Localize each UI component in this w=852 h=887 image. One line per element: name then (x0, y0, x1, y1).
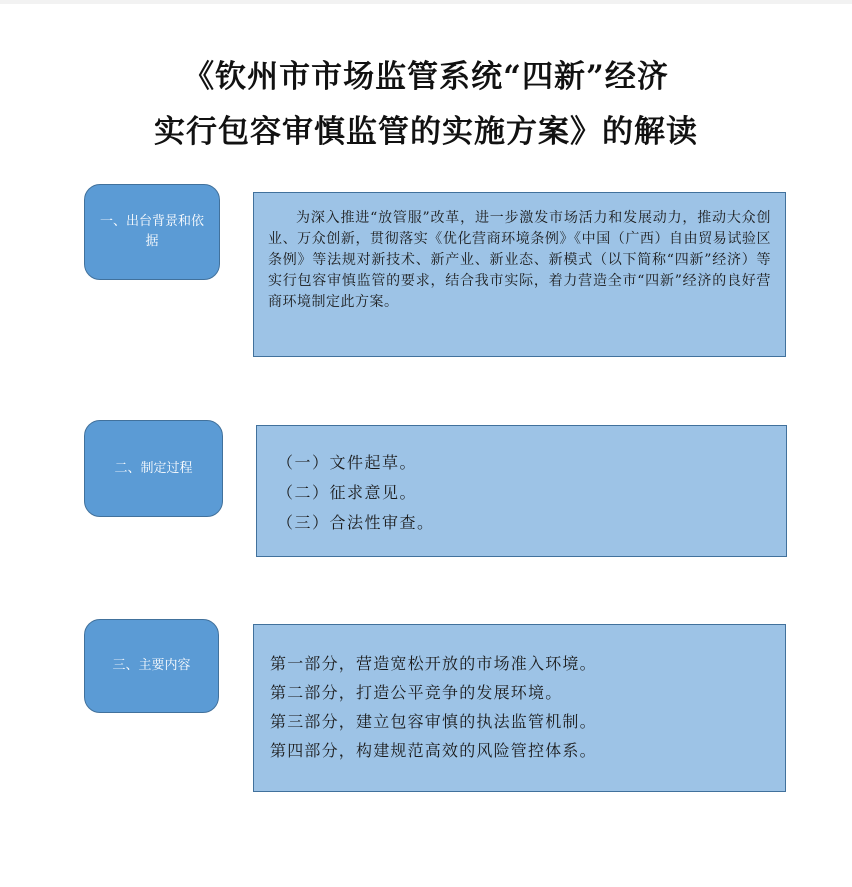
section-1-label-text: 一、出台背景和依据 (99, 214, 204, 249)
section-3-item-4: 第四部分，构建规范高效的风险管控体系。 (270, 741, 597, 760)
section-2-item-1: （一）文件起草。 (277, 453, 418, 472)
section-1-label (84, 184, 220, 280)
section-3-item-3: 第三部分，建立包容审慎的执法监管机制。 (270, 712, 597, 731)
section-2-panel (256, 425, 787, 557)
section-1-panel (253, 192, 786, 357)
section-1-body: 为深入推进“放管服”改革，进一步激发市场活力和发展动力，推动大众创业、万众创新，贯彻落实《优化营商环境条例》《中国（广西）自由贸易试验区条例》等法规对新技术、新产业、新业态、新模式（以下简称“四新”经济）等实行包容审慎监管的要求，结合我市实际，着力营造全市“四新”经济的良好营商环境制定此方案。 (268, 210, 771, 310)
title-line-1: 《钦州市市场监管系统“四新”经济 (183, 59, 669, 95)
page-title (0, 50, 852, 160)
title-line-2: 实行包容审慎监管的实施方案》的解读 (154, 114, 698, 150)
section-3-item-2: 第二部分，打造公平竞争的发展环境。 (270, 683, 563, 702)
section-3-label-text: 三、主要内容 (112, 658, 191, 673)
section-2-label (84, 420, 223, 517)
section-2-item-2: （二）征求意见。 (277, 483, 418, 502)
section-3-item-1: 第一部分，营造宽松开放的市场准入环境。 (270, 654, 597, 673)
section-2-label-text: 二、制定过程 (114, 460, 193, 476)
section-2-item-3: （三）合法性审查。 (277, 513, 435, 532)
section-3-label (84, 619, 219, 713)
top-rule (0, 0, 852, 4)
section-3-panel (253, 624, 786, 792)
